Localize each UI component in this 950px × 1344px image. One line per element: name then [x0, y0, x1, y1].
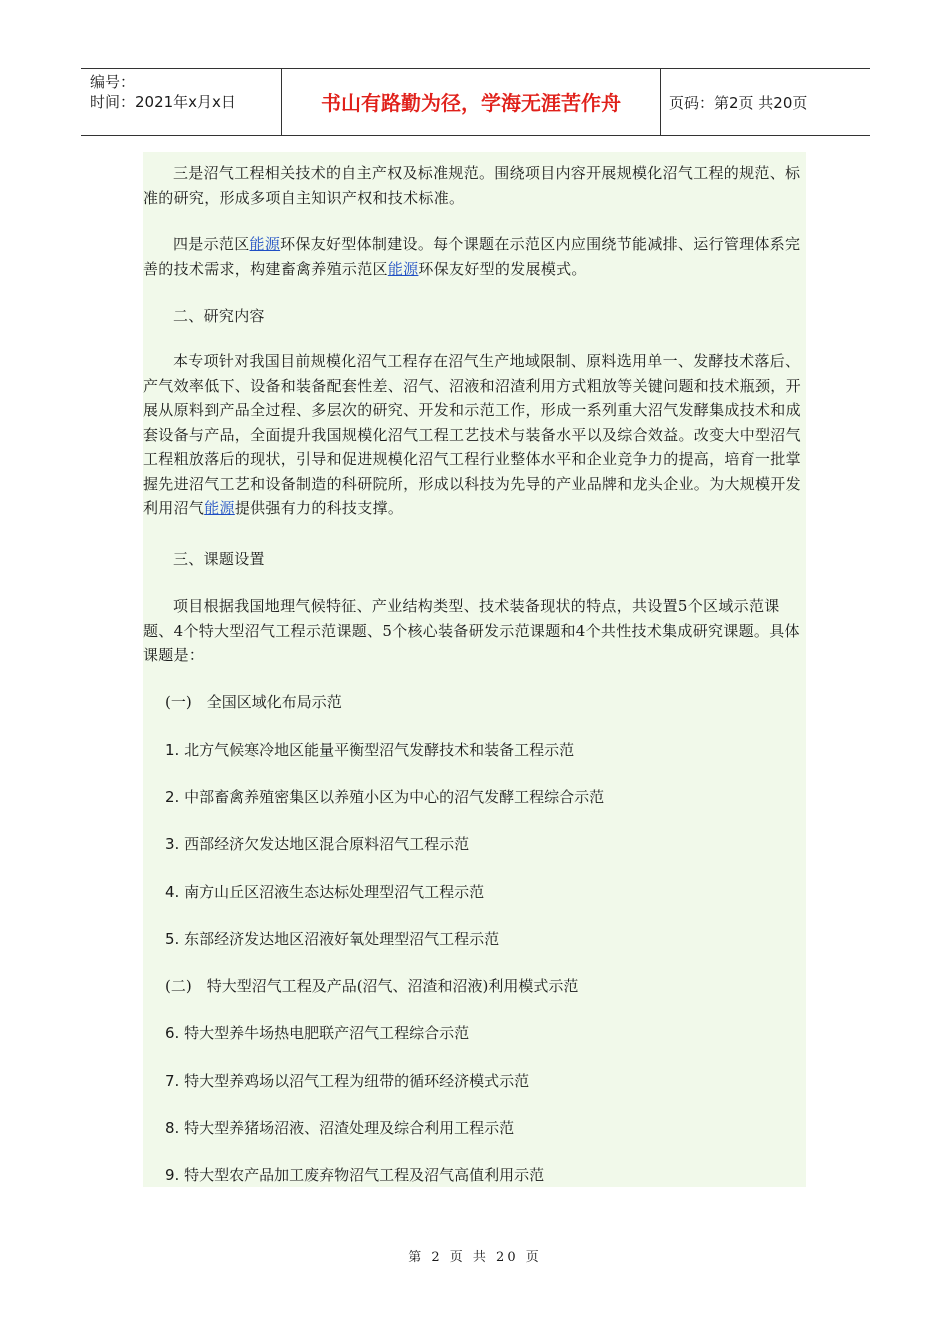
list-item: 6. 特大型养牛场热电肥联产沼气工程综合示范: [165, 1024, 470, 1042]
section-heading-research: 二、研究内容: [173, 307, 265, 325]
energy-link[interactable]: 能源: [204, 499, 235, 517]
header-motto: 书山有路勤为径，学海无涯苦作舟: [282, 69, 661, 135]
paragraph-topic-overview: 项目根据我国地理气候特征、产业结构类型、技术装备现状的特点，共设置5个区域示范课题、4个特大型沼气工程示范课题、5个核心装备研发示范课题和4个共性技术集成研究课题。具体课题是：: [143, 597, 800, 664]
document-body: [143, 152, 806, 1187]
paragraph-demo-zone: 四是示范区能源环保友好型体制建设。每个课题在示范区内应围绕节能减排、运行管理体系完善的技术需求，构建畜禽养殖示范区能源环保友好型的发展模式。: [143, 235, 801, 278]
group-heading-regional: (一) 全国区域化布局示范: [165, 693, 342, 711]
list-item: 2. 中部畜禽养殖密集区以养殖小区为中心的沼气发酵工程综合示范: [165, 788, 605, 806]
section-heading-topics: 三、课题设置: [173, 550, 265, 568]
energy-link[interactable]: 能源: [387, 259, 419, 278]
list-item: 7. 特大型养鸡场以沼气工程为纽带的循环经济模式示范: [165, 1072, 530, 1090]
header-page-label: 页码：第2页 共20页: [669, 94, 808, 112]
doc-date-label: 时间：2021年x月x日: [90, 93, 236, 111]
page-header: [81, 68, 870, 136]
paragraph-ip-standards: 三是沼气工程相关技术的自主产权及标准规范。围绕项目内容开展规模化沼气工程的规范、标准的研究，形成多项自主知识产权和技术标准。: [143, 164, 801, 207]
energy-link[interactable]: 能源: [249, 235, 281, 253]
paragraph-research-content: 本专项针对我国目前规模化沼气工程存在沼气生产地域限制、原料选用单一、发酵技术落后、产气效率低下、设备和装备配套性差、沼气、沼液和沼渣利用方式粗放等关键问题和技术瓶颈，开展从原料到产品全过程、多层次的研究、开发和示范工作，形成一系列重大沼气发酵集成技术和成套设备与产品，全面提升我国规模化沼气工程工艺技术与装备水平以及综合效益。改变大中型沼气工程粗放落后的现状，引导和促进规模化沼气工程行业整体水平和企业竞争力的提高，培育一批掌握先进沼气工艺和设备制造的科研院所，形成以科技为先导的产业品牌和龙头企业。为大规模开发利用沼气能源提供强有力的科技支撑。: [143, 352, 801, 517]
list-item: 5. 东部经济发达地区沼液好氧处理型沼气工程示范: [165, 930, 500, 948]
page-footer: 第 2 页 共 20 页: [408, 1250, 542, 1265]
group-heading-large-scale: (二) 特大型沼气工程及产品(沼气、沼渣和沼液)利用模式示范: [165, 977, 579, 995]
list-item: 8. 特大型养猪场沼液、沼渣处理及综合利用工程示范: [165, 1119, 515, 1137]
list-item: 9. 特大型农产品加工废弃物沼气工程及沼气高值利用示范: [165, 1166, 545, 1184]
list-item: 3. 西部经济欠发达地区混合原料沼气工程示范: [165, 835, 470, 853]
list-item: 4. 南方山丘区沼液生态达标处理型沼气工程示范: [165, 883, 485, 901]
list-item: 1. 北方气候寒冷地区能量平衡型沼气发酵技术和装备工程示范: [165, 741, 575, 759]
doc-code-label: 编号：: [90, 73, 136, 91]
header-meta: [81, 69, 282, 135]
